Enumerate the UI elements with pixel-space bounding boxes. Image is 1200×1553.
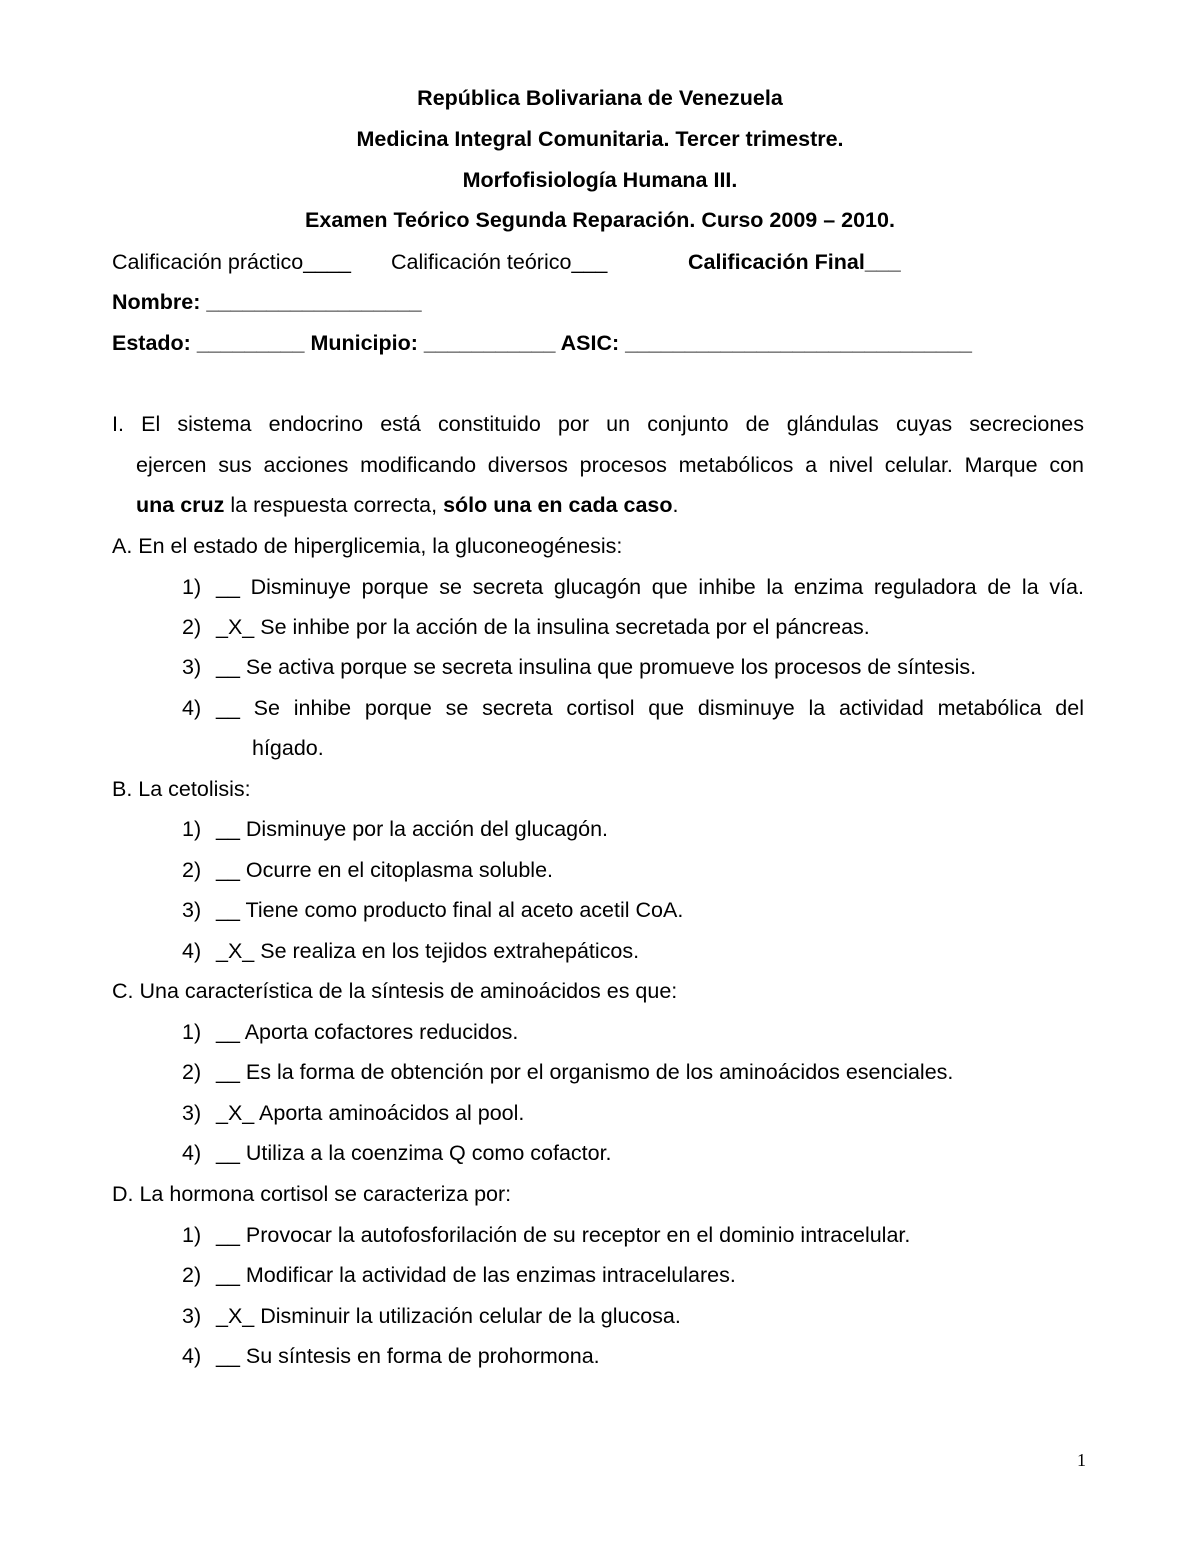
question-b-option-2-number: 2): [182, 858, 202, 882]
estado-blank: _________: [196, 331, 305, 355]
question-c-option-1-number: 1): [182, 1020, 202, 1044]
asic-blank: _____________________________: [625, 331, 972, 355]
question-a-stem: A. En el estado de hiperglicemia, la gluconeogénesis:: [112, 534, 623, 558]
instructions-emphasis-cruz: una cruz: [136, 493, 225, 517]
question-b-option-3: __ Tiene como producto final al aceto acetil CoA.: [216, 898, 684, 922]
header-subject: Morfofisiología Humana III.: [462, 168, 738, 192]
question-d-option-1-number: 1): [182, 1223, 202, 1247]
question-b-option-4: _X_ Se realiza en los tejidos extrahepáticos.: [216, 939, 640, 963]
question-d-stem: D. La hormona cortisol se caracteriza por:: [112, 1182, 512, 1206]
question-b-option-1: __ Disminuye por la acción del glucagón.: [216, 817, 609, 841]
question-d-option-4-number: 4): [182, 1344, 202, 1368]
question-d-option-3-number: 3): [182, 1304, 202, 1328]
question-a-option-3-number: 3): [182, 655, 202, 679]
municipio-blank: ___________: [423, 331, 556, 355]
asic-label: ASIC:: [560, 331, 620, 355]
question-b-stem: B. La cetolisis:: [112, 777, 251, 801]
question-c-option-2-number: 2): [182, 1060, 202, 1084]
question-a-option-3: __ Se activa porque se secreta insulina que promueve los procesos de síntesis.: [216, 655, 977, 679]
question-c-option-1: __ Aporta cofactores reducidos.: [216, 1020, 519, 1044]
grade-teorico: Calificación teórico___: [391, 250, 608, 274]
question-a-option-4: __ Se inhibe porque se secreta cortisol que disminuye la actividad metabólica del: [216, 696, 1084, 720]
question-a-option-2-number: 2): [182, 615, 202, 639]
question-c-option-4-number: 4): [182, 1141, 202, 1165]
municipio-label: Municipio:: [310, 331, 418, 355]
question-a-option-2: _X_ Se inhibe por la acción de la insulina secretada por el páncreas.: [216, 615, 870, 639]
question-b-option-4-number: 4): [182, 939, 202, 963]
question-c-option-2: __ Es la forma de obtención por el organismo de los aminoácidos esenciales.: [216, 1060, 954, 1084]
nombre-blank: __________________: [206, 290, 422, 314]
question-d-option-4: __ Su síntesis en forma de prohormona.: [216, 1344, 600, 1368]
question-a-option-1-number: 1): [182, 575, 202, 599]
instructions-line-2: ejercen sus acciones modificando diversos procesos metabólicos a nivel celular. Marque con: [136, 453, 1084, 477]
question-a-option-4-number: 4): [182, 696, 202, 720]
instructions-text: la respuesta correcta,: [224, 493, 444, 517]
question-a-option-1: __ Disminuye porque se secreta glucagón que inhibe la enzima reguladora de la vía.: [216, 575, 1084, 599]
question-b-option-3-number: 3): [182, 898, 202, 922]
estado-label: Estado:: [112, 331, 191, 355]
grade-practico: Calificación práctico____: [112, 250, 352, 274]
question-c-option-3: _X_ Aporta aminoácidos al pool.: [216, 1101, 525, 1125]
nombre-field: [112, 292, 422, 314]
instructions-line-3: [136, 495, 679, 517]
instructions-period: .: [672, 493, 679, 517]
instructions-emphasis-una: sólo una en cada caso: [443, 493, 673, 517]
question-a-option-4-continuation: hígado.: [252, 736, 324, 760]
grade-final: Calificación Final___: [688, 250, 901, 274]
instructions-line-1: I. El sistema endocrino está constituido por un conjunto de glándulas cuyas secreciones: [112, 412, 1084, 436]
nombre-label: Nombre:: [112, 290, 201, 314]
location-fields: [112, 333, 972, 355]
question-c-option-3-number: 3): [182, 1101, 202, 1125]
header-country: República Bolivariana de Venezuela: [417, 86, 783, 110]
question-b-option-1-number: 1): [182, 817, 202, 841]
question-d-option-1: __ Provocar la autofosforilación de su receptor en el dominio intracelular.: [216, 1223, 911, 1247]
question-c-stem: C. Una característica de la síntesis de aminoácidos es que:: [112, 979, 678, 1003]
question-d-option-3: _X_ Disminuir la utilización celular de la glucosa.: [216, 1304, 681, 1328]
header-program: Medicina Integral Comunitaria. Tercer trimestre.: [356, 127, 844, 151]
question-c-option-4: __ Utiliza a la coenzima Q como cofactor.: [216, 1141, 612, 1165]
header-exam-title: Examen Teórico Segunda Reparación. Curso 2009 – 2010.: [305, 208, 895, 232]
question-b-option-2: __ Ocurre en el citoplasma soluble.: [216, 858, 554, 882]
question-d-option-2: __ Modificar la actividad de las enzimas intracelulares.: [216, 1263, 736, 1287]
page-number: 1: [1077, 1450, 1086, 1470]
question-d-option-2-number: 2): [182, 1263, 202, 1287]
